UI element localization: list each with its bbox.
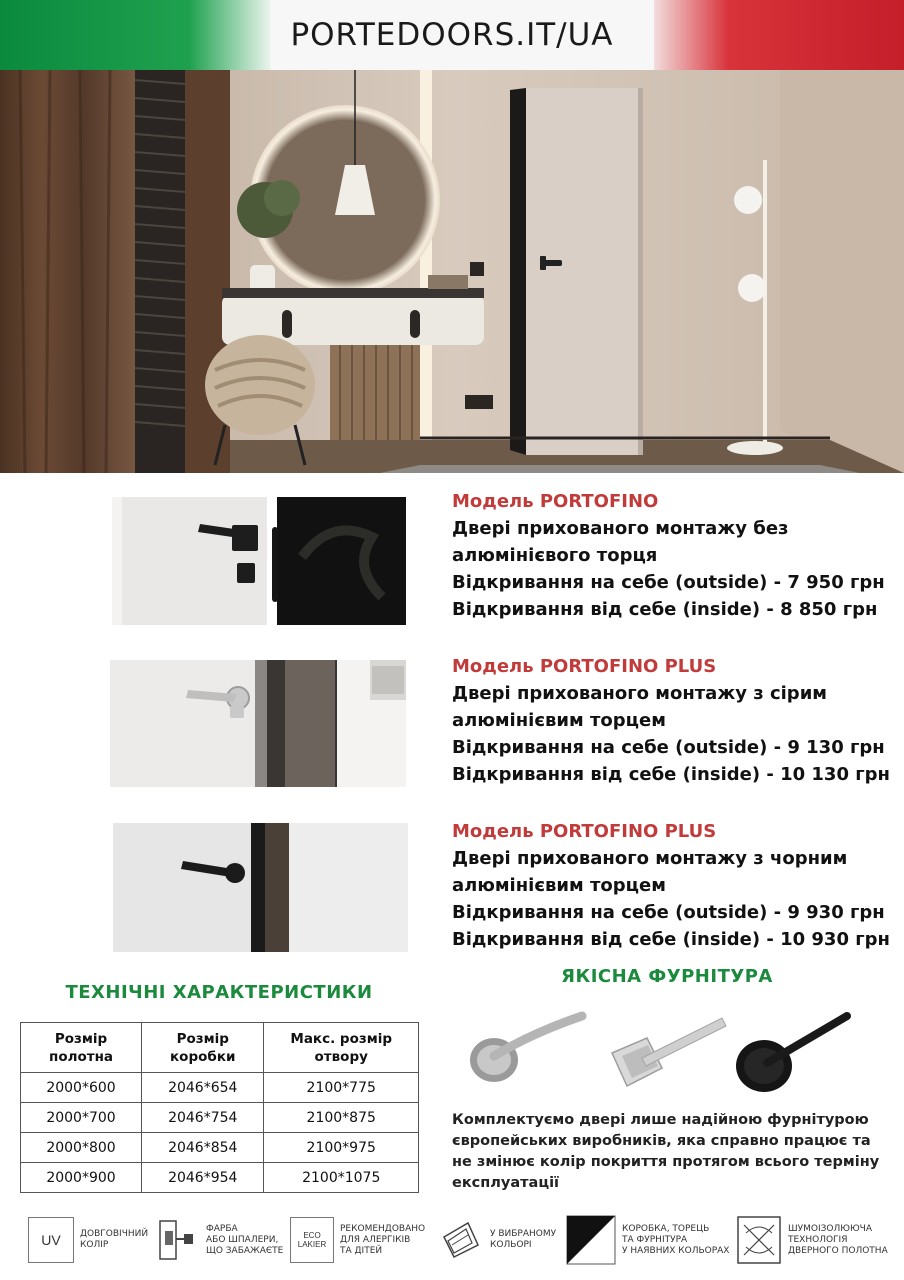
square-satin-handle-icon [612, 1018, 726, 1086]
model-3-description-2: алюмінієвим торцем [452, 875, 666, 896]
table-cell: 2100*775 [264, 1073, 419, 1103]
uv-icon: UV [28, 1217, 74, 1263]
noise-insulation-icon [736, 1215, 782, 1265]
feature-label: КОРОБКА, ТОРЕЦЬ ТА ФУРНІТУРА У НАЯВНИХ КОЛЬОРАХ [622, 1223, 730, 1256]
table-cell: 2100*875 [264, 1103, 419, 1133]
table-cell: 2000*800 [21, 1133, 142, 1163]
feature-eco [290, 1210, 425, 1270]
model-1-description-2: алюмінієвого торця [452, 545, 658, 566]
table-row [21, 1163, 419, 1193]
paint-roller-icon [156, 1217, 200, 1263]
feature-label: ДОВГОВІЧНИЙ КОЛІР [80, 1229, 149, 1250]
model-3-description-1: Двері прихованого монтажу з чорним [452, 848, 848, 869]
site-title[interactable]: PORTEDOORS.IT/UA [290, 17, 614, 53]
model-2-price-outside: Відкривання на себе (outside) - 9 130 грн [452, 737, 885, 758]
feature-label: ШУМОІЗОЛЮЮЧА ТЕХНОЛОГІЯ ДВЕРНОГО ПОЛОТНА [788, 1223, 888, 1256]
table-row [21, 1103, 419, 1133]
model-3-info [452, 818, 892, 953]
table-cell: 2000*700 [21, 1103, 142, 1133]
hero-room-photo [0, 70, 904, 473]
model-1-name: Модель PORTOFINO [452, 491, 659, 512]
model-2-name: Модель PORTOFINO PLUS [452, 656, 717, 677]
model-1-description-1: Двері прихованого монтажу без [452, 518, 789, 539]
feature-paint [156, 1210, 283, 1270]
table-cell: 2000*600 [21, 1073, 142, 1103]
quality-hardware-title: ЯКІСНА ФУРНІТУРА [561, 966, 773, 987]
model-2-info [452, 653, 892, 788]
table-cell: 2000*900 [21, 1163, 142, 1193]
features-bar [0, 1210, 904, 1270]
color-swatches-icon [438, 1217, 484, 1263]
table-cell: 2046*854 [142, 1133, 264, 1163]
model-3-name: Модель PORTOFINO PLUS [452, 821, 717, 842]
chrome-round-handle-icon [470, 1016, 582, 1082]
black-round-handle-icon [736, 1016, 847, 1092]
table-cell: 2100*1075 [264, 1163, 419, 1193]
model-1-price-outside: Відкривання на себе (outside) - 7 950 грн [452, 572, 885, 593]
tech-specs-table [20, 1022, 419, 1193]
table-row [21, 1133, 419, 1163]
feature-label: РЕКОМЕНДОВАНО ДЛЯ АЛЕРГІКІВ ТА ДІТЕЙ [340, 1223, 426, 1256]
model-3-photo [113, 823, 408, 952]
model-2-photo [110, 660, 406, 787]
feature-color [438, 1210, 556, 1270]
feature-noise [736, 1210, 888, 1270]
model-1-photo [112, 497, 406, 625]
eco-lakier-icon: ECO LAKIER [290, 1217, 334, 1263]
feature-label: ФАРБА АБО ШПАЛЕРИ, ЩО ЗАБАЖАЄТЕ [206, 1223, 284, 1256]
column-header: Макс. розмір отвору [264, 1023, 419, 1073]
model-3-price-inside: Відкривання від себе (inside) - 10 930 грн [452, 929, 890, 950]
tech-specs-title: ТЕХНІЧНІ ХАРАКТЕРИСТИКИ [65, 982, 373, 1003]
table-cell: 2046*954 [142, 1163, 264, 1193]
model-3-price-outside: Відкривання на себе (outside) - 9 930 грн [452, 902, 885, 923]
feature-label: У ВИБРАНОМУ КОЛЬОРІ [490, 1229, 557, 1250]
table-cell: 2046*654 [142, 1073, 264, 1103]
model-2-description-1: Двері прихованого монтажу з сірим [452, 683, 828, 704]
quality-description: Комплектуємо двері лише надійною фурнітурою європейських виробників, яка справно працює та не змінює колір покриття протягом всього терміну експлуатації [452, 1112, 880, 1191]
column-header: Розмір полотна [21, 1023, 142, 1073]
table-header-row [21, 1023, 419, 1073]
column-header: Розмір коробки [142, 1023, 264, 1073]
table-cell: 2100*975 [264, 1133, 419, 1163]
model-2-description-2: алюмінієвим торцем [452, 710, 666, 731]
table-row [21, 1073, 419, 1103]
black-white-icon [566, 1215, 616, 1265]
hardware-handles-image [452, 998, 882, 1108]
model-1-price-inside: Відкривання від себе (inside) - 8 850 грн [452, 599, 878, 620]
model-1-info [452, 488, 892, 623]
model-2-price-inside: Відкривання від себе (inside) - 10 130 грн [452, 764, 890, 785]
feature-uv [28, 1210, 148, 1270]
table-cell: 2046*754 [142, 1103, 264, 1133]
feature-box-colors [566, 1210, 729, 1270]
